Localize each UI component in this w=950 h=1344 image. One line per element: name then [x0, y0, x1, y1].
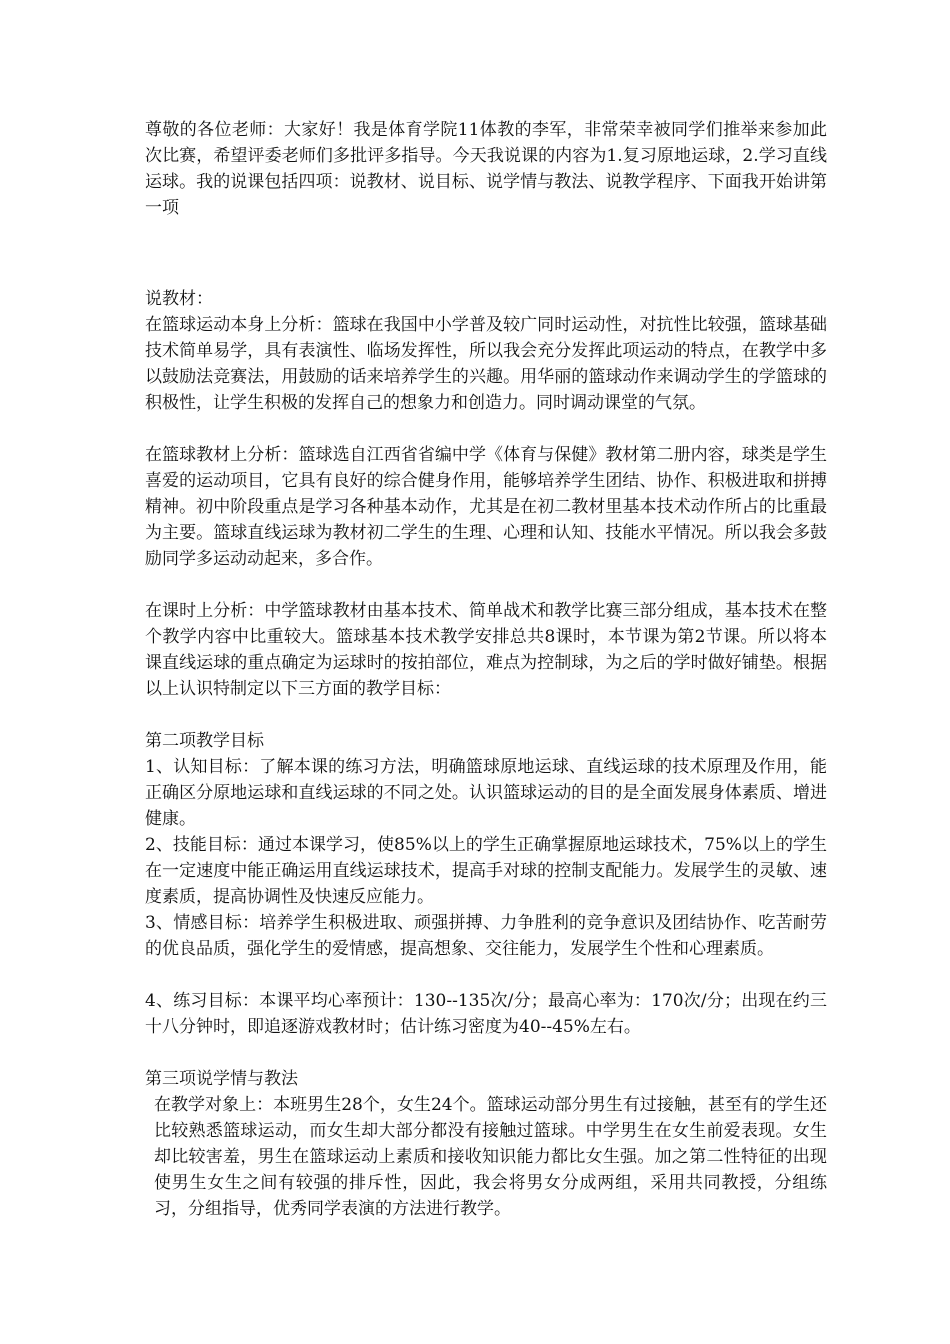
goal-practice: 4、练习目标：本课平均心率预计：130--135次/分；最高心率为：170次/分；出现在约三十八分钟时，即追逐游戏教材时；估计练习密度为40--45%左右。 [145, 991, 827, 1037]
textbook-paragraph-sport: 在篮球运动本身上分析：篮球在我国中小学普及较广同时运动性，对抗性比较强，篮球基础技术简单易学，具有表演性、临场发挥性，所以我会充分发挥此项运动的特点，在教学中多以鼓励法竞赛法，用鼓励的话来培养学生的兴趣。用华丽的篮球动作来调动学生的学篮球的积极性，让学生积极的发挥自己的想象力和创造力。同时调动课堂的气氛。 [145, 315, 827, 413]
goal-skill: 2、技能目标：通过本课学习，使85%以上的学生正确掌握原地运球技术，75%以上的学生在一定速度中能正确运用直线运球技术，提高手对球的控制支配能力。发展学生的灵敏、速度素质，提高协调性及快速反应能力。 [145, 835, 827, 907]
document-page [145, 117, 827, 1222]
spacer [145, 702, 827, 728]
spacer [145, 221, 827, 260]
spacer [145, 572, 827, 598]
spacer [145, 416, 827, 442]
spacer [145, 260, 827, 286]
section-heading-teaching: 第三项说学情与教法 [145, 1069, 298, 1089]
spacer [145, 1040, 827, 1066]
textbook-paragraph-material: 在篮球教材上分析：篮球选自江西省省编中学《体育与保健》教材第二册内容，球类是学生喜爱的运动项目，它具有良好的综合健身作用，能够培养学生团结、协作、积极进取和拼搏精神。初中阶段重点是学习各种基本动作，尤其是在初二教材里基本技术动作所占的比重最为主要。篮球直线运球为教材初二学生的生理、心理和认知、技能水平情况。所以我会多鼓励同学多运动动起来，多合作。 [145, 445, 827, 569]
section-heading-goals: 第二项教学目标 [145, 731, 264, 751]
intro-paragraph: 尊敬的各位老师：大家好！我是体育学院11体教的李军，非常荣幸被同学们推举来参加此次比赛，希望评委老师们多批评多指导。今天我说课的内容为1.复习原地运球，2.学习直线运球。我的说课包括四项：说教材、说目标、说学情与教法、说教学程序、下面我开始讲第一项 [145, 120, 827, 218]
goal-emotional: 3、情感目标：培养学生积极进取、顽强拼搏、力争胜利的竞争意识及团结协作、吃苦耐劳的优良品质，强化学生的爱情感，提高想象、交往能力，发展学生个性和心理素质。 [145, 913, 827, 959]
section-heading-textbook: 说教材： [145, 289, 213, 309]
spacer [145, 962, 827, 988]
teaching-paragraph-students: 在教学对象上：本班男生28个，女生24个。篮球运动部分男生有过接触，甚至有的学生还比较熟悉篮球运动，而女生却大部分都没有接触过篮球。中学男生在女生前爱表现。女生却比较害羞，男生在篮球运动上素质和接收知识能力都比女生强。加之第二性特征的出现使男生女生之间有较强的排斥性，因此，我会将男女分成两组，采用共同教授，分组练习，分组指导，优秀同学表演的方法进行教学。 [154, 1095, 827, 1219]
textbook-paragraph-hours: 在课时上分析：中学篮球教材由基本技术、简单战术和教学比赛三部分组成，基本技术在整个教学内容中比重较大。篮球基本技术教学安排总共8课时，本节课为第2节课。所以将本课直线运球的重点确定为运球时的按拍部位，难点为控制球，为之后的学时做好铺垫。根据以上认识特制定以下三方面的教学目标： [145, 601, 827, 699]
goal-cognitive: 1、认知目标：了解本课的练习方法，明确篮球原地运球、直线运球的技术原理及作用，能正确区分原地运球和直线运球的不同之处。认识篮球运动的目的是全面发展身体素质、增进健康。 [145, 757, 827, 829]
